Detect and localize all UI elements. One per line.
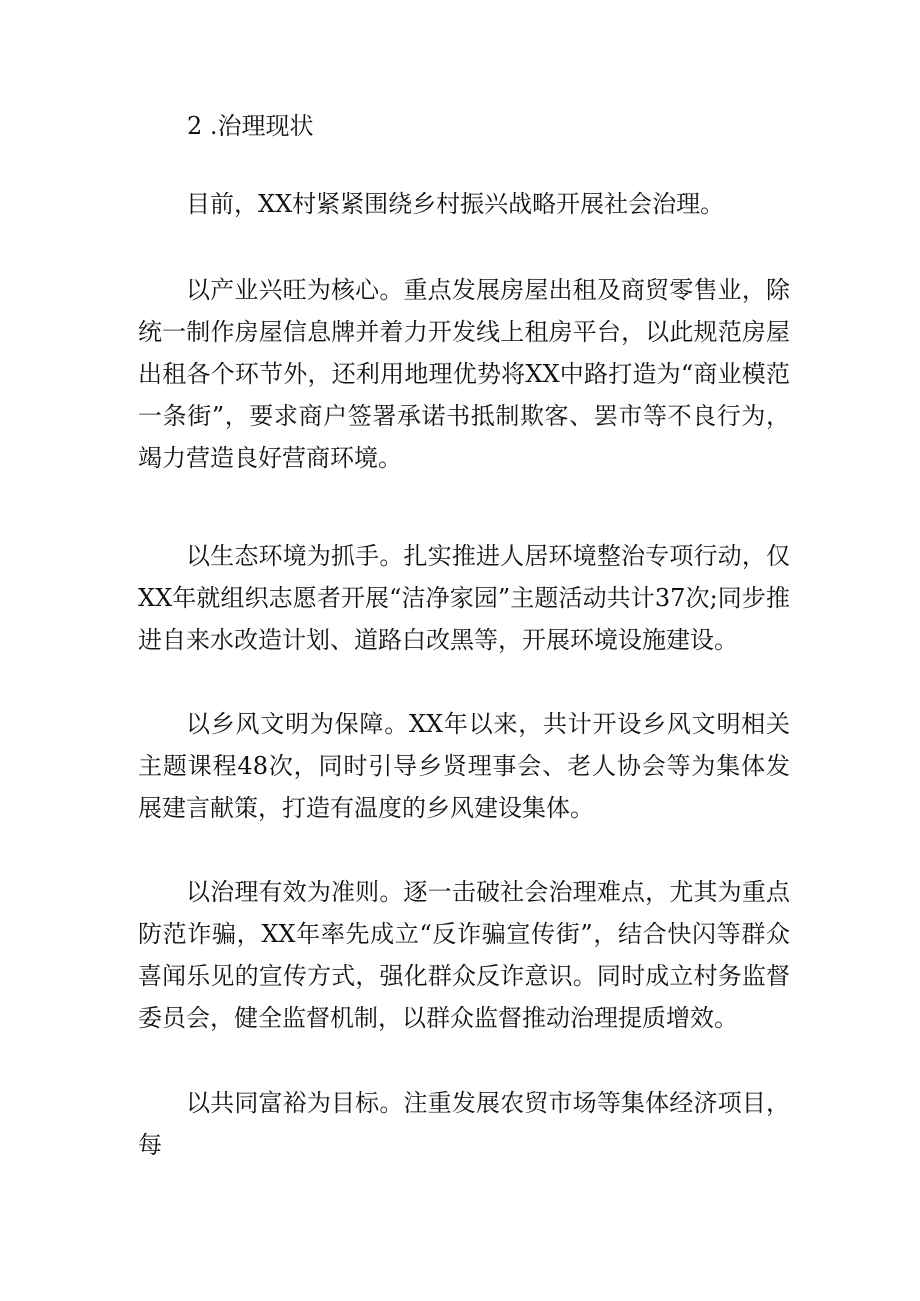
- paragraph-intro: 目前，XX村紧紧围绕乡村振兴战略开展社会治理。: [186, 190, 725, 218]
- paragraph-civility: 以乡风文明为保障。XX年以来，共计开设乡风文明相关主题课程48次，同时引导乡贤理事会、老人协会等为集体发展建言献策，打造有温度的乡风建设集体。: [138, 710, 790, 822]
- paragraph-governance: 以治理有效为准则。逐一击破社会治理难点，尤其为重点防范诈骗，XX年率先成立“反诈骗宣传街”，结合快闪等群众喜闻乐见的宣传方式，强化群众反诈意识。同时成立村务监督委员会，健全监督机制，以群众监督推动治理提质增效。: [138, 878, 790, 1032]
- paragraph-industry: 以产业兴旺为核心。重点发展房屋出租及商贸零售业，除统一制作房屋信息牌并着力开发线上租房平台，以此规范房屋出租各个环节外，还利用地理优势将XX中路打造为“商业模范一条街”，要求商户签署承诺书抵制欺客、罢市等不良行为，竭力营造良好营商环境。: [138, 276, 790, 472]
- paragraph-prosperity: 以共同富裕为目标。注重发展农贸市场等集体经济项目，每: [138, 1089, 790, 1159]
- section-heading: 2 .治理现状: [187, 112, 314, 140]
- paragraph-environment: 以生态环境为抓手。扎实推进人居环境整治专项行动，仅XX年就组织志愿者开展“洁净家园”主题活动共计37次;同步推进自来水改造计划、道路白改黑等，开展环境设施建设。: [138, 542, 790, 654]
